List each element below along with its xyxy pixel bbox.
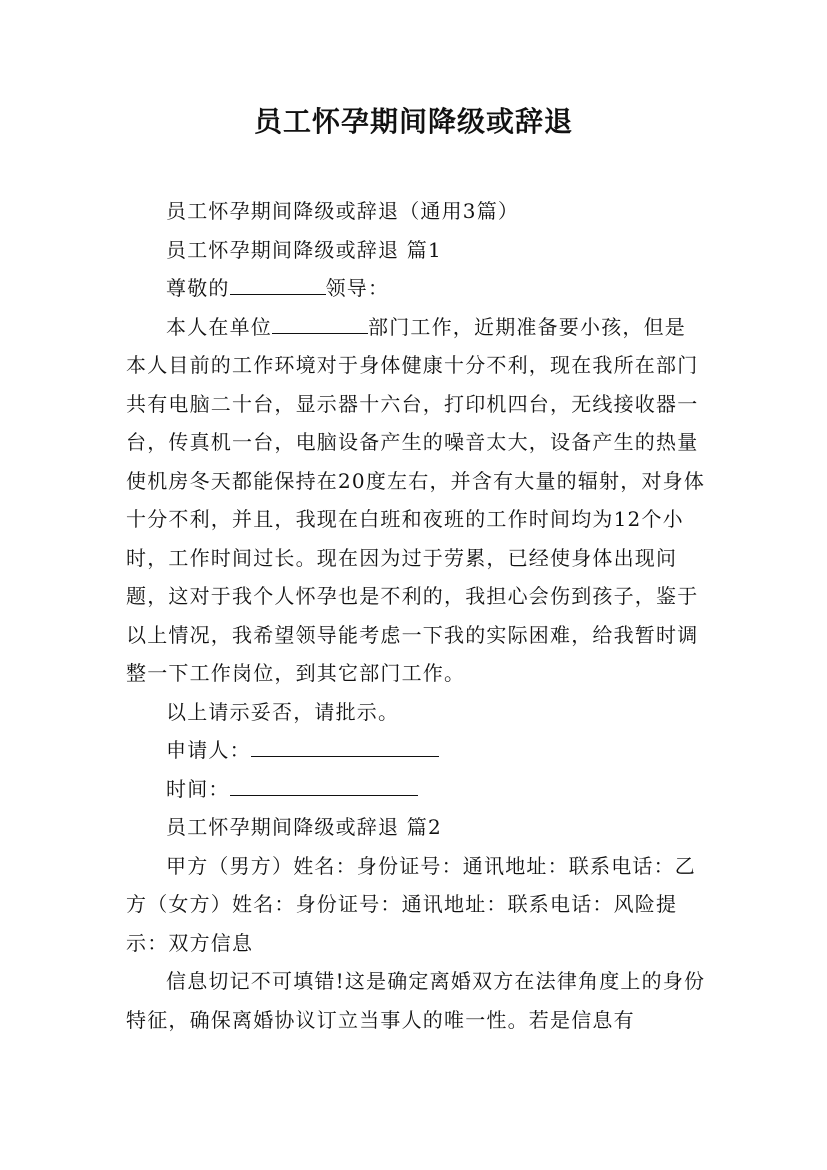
applicant-label: 申请人： bbox=[166, 738, 251, 762]
applicant-blank bbox=[251, 734, 439, 757]
document-subtitle: 员工怀孕期间降级或辞退（通用3篇） bbox=[166, 199, 520, 223]
request-paragraph-body: 部门工作，近期准备要小孩，但是本人目前的工作环境对于身体健康十分不利，现在我所在部门共有电脑二十台，显示器十六台，打印机四台，无线接收器一台，传真机一台，电脑设备产生的噪音太大，设备产生的热量使机房冬天都能保持在20度左右，并含有大量的辐射，对身体十分不利，并且，我现在白班和夜班的工作时间均为12个小时，工作时间过长。现在因为过于劳累，已经使身体出现问题，这对于我个人怀孕也是不利的，我担心会伤到孩子，鉴于以上情况，我希望领导能考虑一下我的实际困难，给我暂时调整一下工作岗位，到其它部门工作。 bbox=[126, 314, 706, 685]
info-warning-paragraph: 信息切记不可填错!这是确定离婚双方在法律角度上的身份特征，确保离婚协议订立当事人的唯一性。若是信息有 bbox=[126, 969, 706, 1032]
parties-info-paragraph: 甲方（男方）姓名：身份证号：通讯地址：联系电话：乙方（女方）姓名：身份证号：通讯地址：联系电话：风险提示：双方信息 bbox=[126, 853, 696, 955]
time-blank bbox=[230, 773, 418, 796]
request-paragraph bbox=[126, 308, 706, 693]
request-paragraph-prefix: 本人在单位 bbox=[166, 314, 272, 339]
time-line bbox=[126, 770, 706, 809]
recipient-blank bbox=[230, 272, 326, 295]
section2-heading: 员工怀孕期间降级或辞退 篇2 bbox=[166, 815, 442, 839]
salutation-prefix: 尊敬的 bbox=[166, 276, 230, 300]
document-title: 员工怀孕期间降级或辞退 bbox=[253, 105, 573, 138]
closing-line: 以上请示妥否，请批示。 bbox=[166, 699, 400, 724]
department-blank bbox=[272, 311, 368, 334]
time-label: 时间： bbox=[166, 776, 230, 801]
salutation bbox=[126, 269, 706, 308]
applicant-line bbox=[126, 731, 706, 770]
section1-heading: 员工怀孕期间降级或辞退 篇1 bbox=[166, 237, 442, 262]
salutation-suffix: 领导： bbox=[325, 276, 390, 300]
document-body bbox=[126, 192, 706, 1039]
